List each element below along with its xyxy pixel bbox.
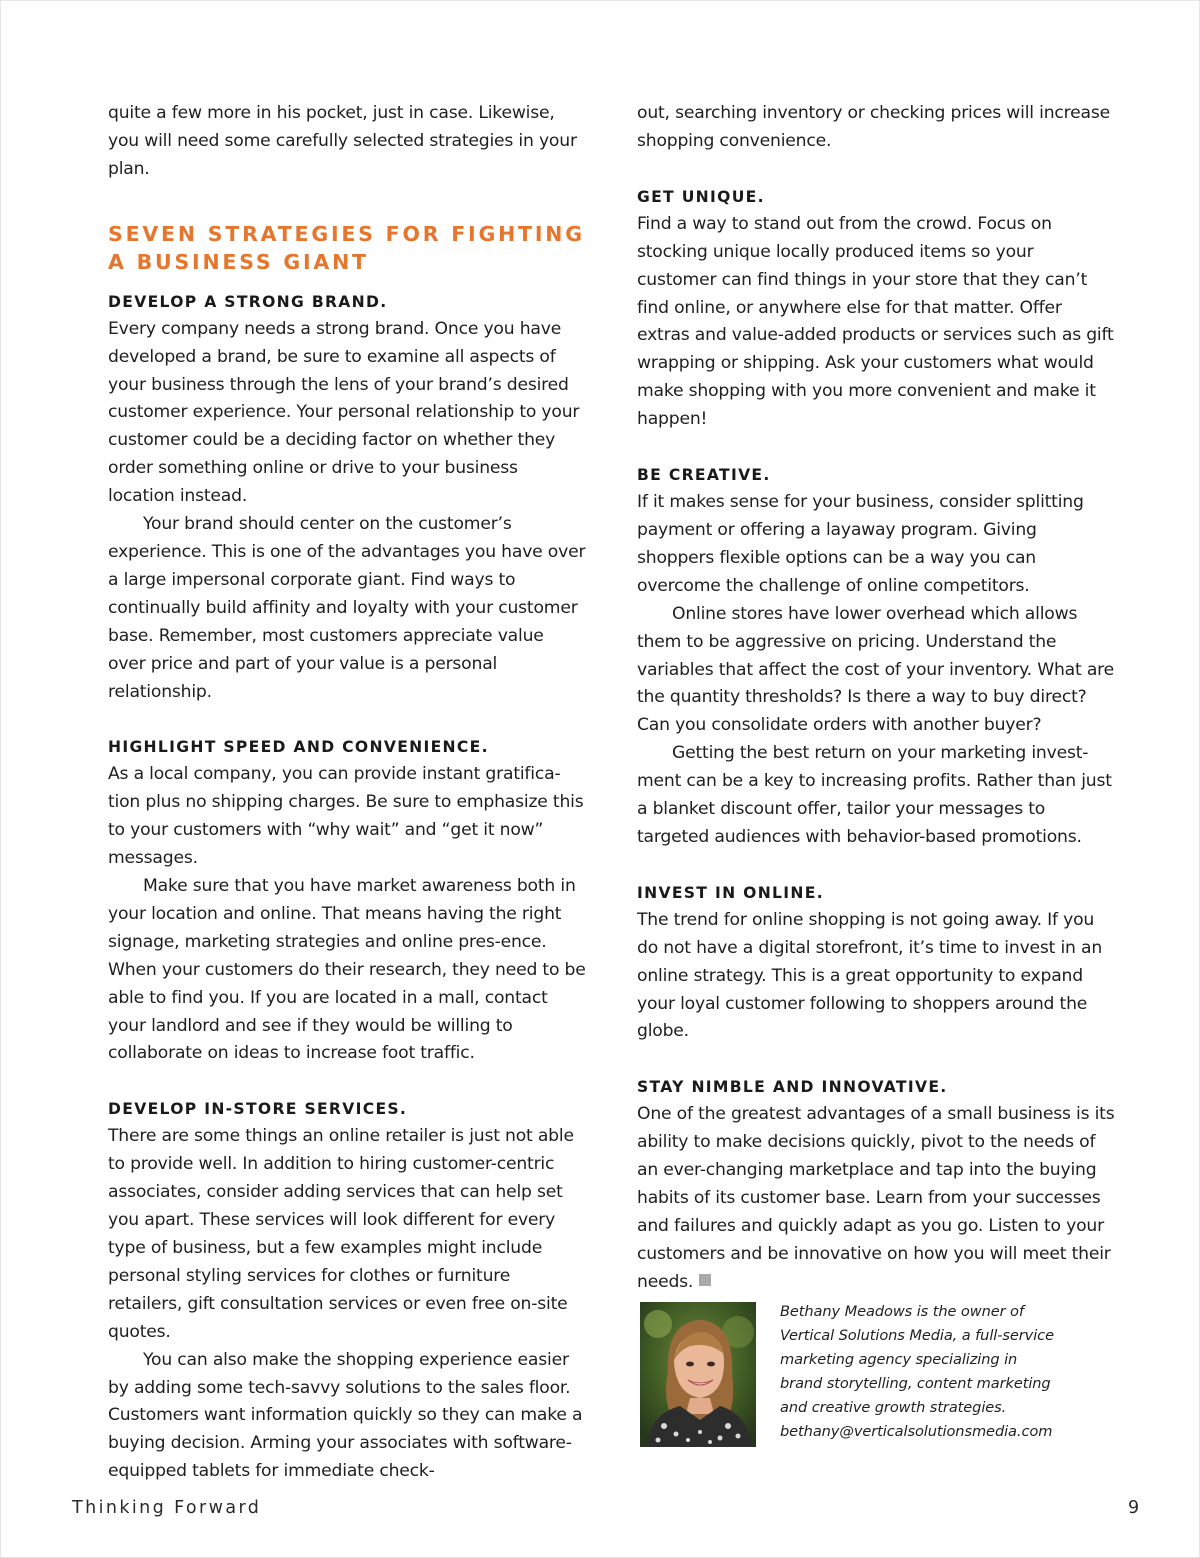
services-paragraph-1: There are some things an online retailer is just not able to provide well. In addition to hiring customer-centric associates, consider adding services that can help set you apart. These services will look different for every type of business, but a few examples might include personal styling services for clothes or furniture retailers, gift consultation services or even free on-site quotes.	[108, 1126, 574, 1342]
speed-paragraph-1: As a local company, you can provide instant gratifica-tion plus no shipping charges. Be sure to emphasize this to your customers with “why wait” and “get it now” messages.	[108, 764, 584, 869]
nimble-heading: STAY NIMBLE AND INNOVATIVE.	[637, 1078, 948, 1097]
unique-paragraph: Find a way to stand out from the crowd. Focus on stocking unique locally produced items so your customer can find things in your store that they can’t find online, or anywhere else for that matter. Offer extras and value-added products or services such as gift wrapping or shipping. Ask your customers what would make shopping with you more convenient and make it happen!	[637, 213, 1114, 430]
creative-paragraph-3: Getting the best return on your marketing invest-ment can be a key to increasing profits. Rather than just a blanket discount offer, tailor your messages to targeted audiences with behavior-based promotions.	[637, 743, 1112, 847]
creative-paragraph-1: If it makes sense for your business, consider splitting payment or offering a layaway program. Giving shoppers flexible options can be a way you can overcome the challenge of online competitors.	[637, 492, 1084, 596]
left-column	[108, 100, 586, 1486]
brand-paragraph-2: Your brand should center on the customer’s experience. This is one of the advantages you have over a large impersonal corporate giant. Find ways to continually build affinity and loyalty with your customer base. Remember, most customers appreciate value over price and part of your value is a personal relationship.	[108, 514, 586, 702]
bio-line: Bethany Meadows is the owner of	[780, 1303, 1024, 1320]
right-column	[637, 100, 1115, 1297]
nimble-paragraph	[637, 1101, 1115, 1296]
author-box	[640, 1300, 1120, 1450]
services-paragraph-2: You can also make the shopping experience easier by adding some tech-savvy solutions to the sales floor. Customers want information quickly so they can make a buying decision. Arming your associates with software-equipped tablets for immediate check-	[108, 1349, 583, 1482]
creative-heading: BE CREATIVE.	[637, 466, 771, 485]
bio-line: and creative growth strategies.	[780, 1399, 1007, 1416]
intro-paragraph: quite a few more in his pocket, just in case. Likewise, you will need some carefully selected strategies in your plan.	[108, 103, 577, 179]
page-number: 9	[1128, 1498, 1140, 1518]
bio-line: brand storytelling, content marketing	[780, 1375, 1051, 1392]
bio-line: Vertical Solutions Media, a full-service	[780, 1327, 1054, 1344]
brand-heading: DEVELOP A STRONG BRAND.	[108, 292, 388, 311]
services-heading: DEVELOP IN-STORE SERVICES.	[108, 1100, 408, 1119]
bio-line: marketing agency specializing in	[780, 1351, 1018, 1368]
speed-paragraph-2: Make sure that you have market awareness both in your location and online. That means having the right signage, marketing strategies and online pres-ence. When your customers do their research, they need to be able to find you. If you are located in a mall, contact your landlord and see if they would be willing to collaborate on ideas to increase foot traffic.	[108, 876, 586, 1064]
creative-paragraph-2: Online stores have lower overhead which allows them to be aggressive on pricing. Understand the variables that affect the cost of your inventory. What are the quantity thresholds? Is there a way to buy direct? Can you consolidate orders with another buyer?	[637, 603, 1115, 736]
unique-heading: GET UNIQUE.	[637, 187, 765, 206]
section-title: SEVEN STRATEGIES FOR FIGHTING A BUSINESS GIANT	[108, 221, 585, 274]
author-bio	[780, 1300, 1120, 1444]
nimble-text: One of the greatest advantages of a small business is its ability to make decisions quickly, pivot to the needs of an ever-changing marketplace and tap into the buying habits of its customer base. Learn from your successes and failures and quickly adapt as you go. Listen to your customers and be innovative on how you will meet their needs.	[637, 1104, 1115, 1292]
publication-name: Thinking Forward	[72, 1498, 262, 1518]
continued-paragraph: out, searching inventory or checking prices will increase shopping convenience.	[637, 103, 1110, 151]
brand-paragraph-1: Every company needs a strong brand. Once you have developed a brand, be sure to examine all aspects of your business through the lens of your brand’s desired customer experience. Your personal relationship to your customer could be a deciding factor on whether they order something online or drive to your business location instead.	[108, 318, 580, 507]
author-email: bethany@verticalsolutionsmedia.com	[780, 1423, 1053, 1440]
author-portrait	[640, 1302, 756, 1447]
online-heading: INVEST IN ONLINE.	[637, 883, 824, 902]
end-mark-icon	[699, 1274, 711, 1286]
speed-heading: HIGHLIGHT SPEED AND CONVENIENCE.	[108, 738, 489, 757]
online-paragraph: The trend for online shopping is not going away. If you do not have a digital storefront, it’s time to invest in an online strategy. This is a great opportunity to expand your loyal customer following to shoppers around the globe.	[637, 909, 1103, 1042]
